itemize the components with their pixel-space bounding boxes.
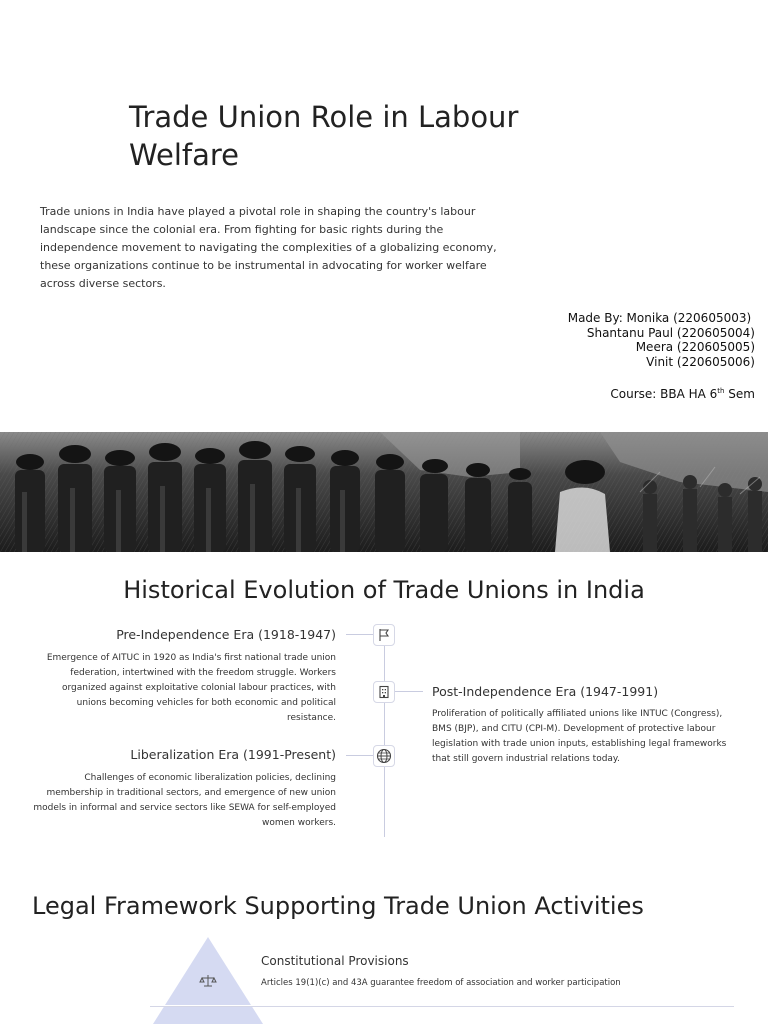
- era-title-post-independence: Post-Independence Era (1947-1991): [432, 684, 659, 699]
- course-info: [568, 384, 755, 402]
- era-text-post-independence: Proliferation of politically affiliated unions like INTUC (Congress), BMS (BJP), and CITU (CPI-M). Development of protective labour legislation with trade union inputs, establishing legal frameworks that still govern industrial relations today.: [432, 709, 727, 764]
- credit-line: Shantanu Paul (220605004): [586, 325, 755, 340]
- legal-item-text: Articles 19(1)(c) and 43A guarantee freedom of association and worker participation: [261, 978, 621, 988]
- credits-block: [568, 311, 755, 402]
- era-text-pre-independence: Emergence of AITUC in 1920 as India's first national trade union federation, intertwined with the freedom struggle. Workers organized against exploitative colonial labour practices, with unions becoming vehicles for both economic and political resistance.: [46, 653, 336, 723]
- flag-icon: [373, 624, 395, 646]
- march-illustration: [0, 432, 768, 552]
- timeline-connector: [395, 691, 423, 692]
- building-icon: [373, 681, 395, 703]
- legal-pyramid: [150, 936, 266, 1028]
- era-title-liberalization: Liberalization Era (1991-Present): [130, 747, 336, 762]
- legal-item-title: Constitutional Provisions: [261, 954, 409, 968]
- page-title: Trade Union Role in Labour Welfare: [129, 100, 519, 172]
- history-heading: Historical Evolution of Trade Unions in India: [123, 576, 645, 604]
- intro-paragraph: Trade unions in India have played a pivotal role in shaping the country's labour landscape since the colonial era. From fighting for basic rights during the independence movement to navigating the complexities of a globalizing economy, these organizations continue to be instrumental in advocating for worker welfare across diverse sectors.: [40, 205, 497, 290]
- credit-line: Meera (220605005): [635, 340, 755, 354]
- credit-line: Vinit (220605006): [646, 354, 755, 369]
- era-title-pre-independence: Pre-Independence Era (1918-1947): [116, 627, 336, 642]
- legal-divider: [150, 1006, 734, 1007]
- timeline-line: [384, 645, 385, 837]
- timeline-connector: [346, 755, 374, 756]
- historical-march-image: [0, 432, 768, 552]
- globe-icon: [373, 745, 395, 767]
- course-superscript: th: [717, 387, 725, 395]
- course-suffix: Sem: [724, 387, 755, 401]
- course-prefix: Course: BBA HA 6: [610, 387, 718, 401]
- legal-heading: Legal Framework Supporting Trade Union Activities: [32, 892, 644, 920]
- timeline-connector: [346, 634, 374, 635]
- credit-line: Made By: Monika (220605003): [567, 311, 755, 325]
- era-text-liberalization: Challenges of economic liberalization policies, declining membership in traditional sectors, and emergence of new union models in informal and service sectors like SEWA for self-employed women workers.: [33, 773, 336, 828]
